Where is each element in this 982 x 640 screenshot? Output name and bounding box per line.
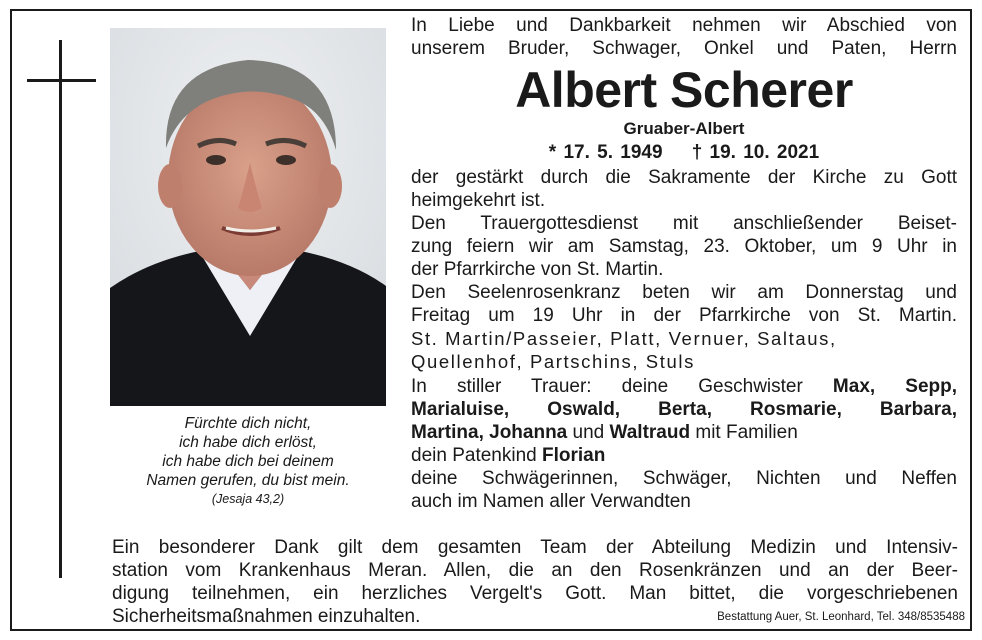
mourners-line: Martina, Johanna und Waltraud mit Familien — [411, 422, 798, 443]
mourner-names: Marialuise, Oswald, Berta, Rosmarie, Barbara, — [411, 399, 957, 420]
mourners-line: deine Schwägerinnen, Schwäger, Nichten und Neffen — [411, 468, 957, 489]
nickname: Gruaber-Albert — [623, 119, 745, 138]
body-line: Freitag um 19 Uhr in der Pfarrkirche von St. Martin. — [411, 305, 957, 326]
quote-line: Fürchte dich nicht, — [184, 415, 312, 432]
quote-reference: (Jesaja 43,2) — [211, 492, 285, 506]
body-line: heimgekehrt ist. — [411, 190, 546, 211]
mourners-line: dein Patenkind Florian — [411, 445, 606, 466]
intro-line: In Liebe und Dankbarkeit nehmen wir Abschied von — [411, 15, 957, 36]
life-dates — [411, 140, 957, 166]
body-line: der gestärkt durch die Sakramente der Kirche zu Gott — [411, 167, 957, 188]
death-date: † 19. 10. 2021 — [691, 142, 820, 163]
places-line: Quellenhof, Partschins, Stuls — [411, 351, 695, 372]
intro-line: unserem Bruder, Schwager, Onkel und Paten, Herrn — [411, 38, 957, 59]
mourner-names: Max, Sepp, — [832, 376, 957, 397]
quote-line: ich habe dich erlöst, — [179, 434, 317, 451]
portrait-photo — [110, 28, 386, 406]
obituary-text — [411, 14, 957, 513]
mourners-line: In stiller Trauer: deine Geschwister Max, Sepp, — [411, 376, 957, 397]
thanks-line: Ein besonderer Dank gilt dem gesamten Team der Abteilung Medizin und Intensiv- — [112, 537, 958, 558]
thanks-line: digung teilnehmen, ein herzliches Vergelt's Gott. Man bittet, die vorgeschriebenen — [112, 583, 958, 604]
quote-line: ich habe dich bei deinem — [162, 453, 334, 470]
birth-date: * 17. 5. 1949 — [548, 142, 663, 163]
body-line: Den Seelenrosenkranz beten wir am Donnerstag und — [411, 282, 957, 303]
thanks-line: station vom Krankenhaus Meran. Allen, die an den Rosenkränzen und an der Beer- — [112, 560, 958, 581]
mourners-line: auch im Namen aller Verwandten — [411, 491, 691, 512]
body-line: Den Trauergottesdienst mit anschließender Beiset- — [411, 213, 957, 234]
godchild-name: Florian — [542, 445, 606, 466]
quote-line: Namen gerufen, du bist mein. — [146, 472, 350, 489]
body-line: der Pfarrkirche von St. Martin. — [411, 259, 664, 280]
thanks-line: Sicherheitsmaßnahmen einzuhalten. — [112, 606, 421, 627]
mourner-names: Waltraud — [609, 422, 691, 443]
mourner-names: Martina, Johanna — [411, 422, 568, 443]
places-line: St. Martin/Passeier, Platt, Vernuer, Saltaus, — [411, 328, 837, 349]
bible-quote — [110, 414, 386, 509]
deceased-name: Albert Scherer — [515, 62, 853, 118]
body-line: zung feiern wir am Samstag, 23. Oktober, um 9 Uhr in — [411, 236, 957, 257]
mourners-line — [411, 398, 957, 421]
undertaker-info: Bestattung Auer, St. Leonhard, Tel. 348/8535488 — [717, 611, 965, 623]
